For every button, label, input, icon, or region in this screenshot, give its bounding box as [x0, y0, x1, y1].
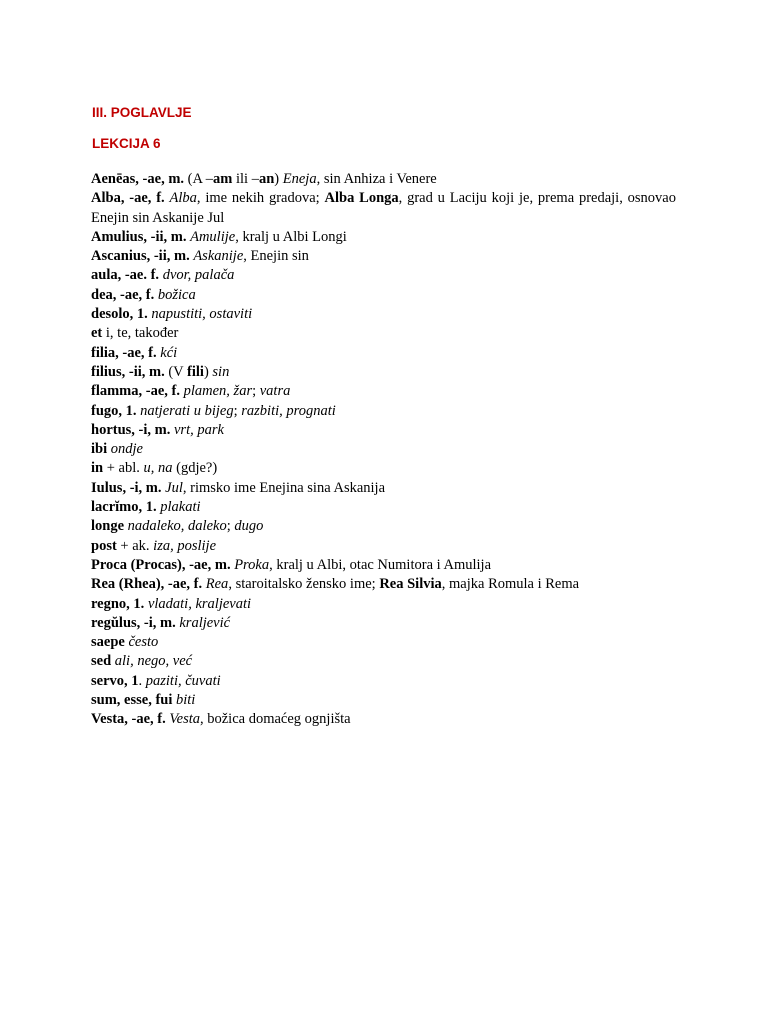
entry-text: ) [274, 171, 283, 187]
vocab-entry [91, 672, 676, 691]
vocab-entry [91, 556, 676, 575]
entry-text: ; [233, 402, 242, 419]
vocab-entry [91, 228, 676, 247]
headword: filius, -ii, m. [91, 363, 169, 380]
translation: često [128, 634, 159, 651]
headword: flamma, -ae, f. [91, 383, 184, 400]
translation: biti [176, 692, 196, 709]
translation: dugo [234, 518, 264, 535]
entry-text: ; [226, 518, 235, 535]
vocab-entry [91, 595, 676, 614]
translation: u, na [143, 460, 173, 477]
headword: Amulius, -ii, m. [91, 228, 191, 245]
headword: post [91, 537, 121, 554]
vocab-entry [91, 691, 676, 710]
lesson-heading: LEKCIJA 6 [92, 136, 161, 151]
translation: vladati, kraljevati [147, 595, 252, 612]
entry-text: ; [252, 383, 260, 400]
headword: sum, esse, fui [91, 692, 176, 709]
translation: natjerati u bijeg [140, 402, 234, 419]
vocab-entry [91, 517, 676, 536]
vocab-entry [91, 324, 676, 343]
translation: iza, poslije [153, 537, 217, 554]
entry-text: . [138, 672, 146, 689]
vocabulary-list [91, 170, 680, 730]
entry-text: (V [168, 363, 188, 380]
vocab-entry [91, 459, 676, 478]
vocab-entry [91, 479, 676, 498]
headword: sed [91, 653, 115, 670]
translation: razbiti, prognati [241, 402, 336, 419]
entry-text: i, te, također [105, 325, 179, 342]
translation: dvor, palača [162, 267, 235, 284]
headword: et [91, 325, 106, 342]
entry-text: , kralj u Albi Longi [235, 228, 347, 245]
translation: Amulije [190, 228, 236, 245]
headword: desolo, 1. [91, 306, 152, 323]
headword: Rea Silvia [379, 576, 442, 593]
headword: longe [91, 518, 128, 535]
translation: paziti, čuvati [145, 672, 221, 689]
translation: vatra [259, 383, 291, 400]
entry-text: , ime nekih gradova; [196, 190, 325, 207]
translation: božica [157, 286, 196, 303]
headword: servo, 1 [91, 672, 139, 689]
headword: Proca (Procas), -ae, m. [91, 556, 235, 573]
headword: lacrĭmo, 1. [91, 499, 161, 516]
headword: aula, -ae. f. [91, 267, 163, 284]
translation: Eneja [282, 171, 317, 187]
entry-text: (gdje?) [172, 460, 218, 477]
entry-text: , staroitalsko žensko ime; [228, 576, 380, 593]
entry-text: , sin Anhiza i Venere [316, 171, 437, 187]
vocab-entry [91, 266, 676, 285]
translation: plamen, žar [183, 383, 253, 400]
headword: in [91, 460, 107, 477]
vocab-entry [91, 170, 676, 189]
entry-text: , Enejin sin [243, 248, 309, 265]
translation: Jul [165, 479, 183, 496]
headword: Aenēas, -ae, m. [91, 171, 188, 187]
translation: Vesta [169, 711, 200, 728]
headword: an [258, 171, 275, 187]
vocab-entry [91, 440, 676, 459]
headword: Ascanius, -ii, m. [91, 248, 194, 265]
vocab-entry [91, 537, 676, 556]
headword: hortus, -i, m. [91, 421, 174, 438]
vocab-entry [91, 421, 676, 440]
translation: Alba [169, 190, 197, 207]
translation: ali, nego, već [114, 653, 193, 670]
translation: plakati [160, 499, 201, 516]
vocab-entry [91, 286, 676, 305]
translation: kraljević [179, 614, 231, 631]
headword: ibi [91, 441, 111, 458]
translation: napustiti, ostaviti [151, 306, 253, 323]
entry-text: ) [203, 363, 213, 380]
vocab-entry [91, 305, 676, 324]
vocab-entry [91, 498, 676, 517]
headword: saepe [91, 634, 129, 651]
vocab-entry [91, 710, 676, 729]
entry-text: + abl. [106, 460, 144, 477]
headword: regno, 1. [91, 595, 148, 612]
vocab-entry [91, 633, 676, 652]
headword: regŭlus, -i, m. [91, 614, 180, 631]
vocab-entry [91, 344, 676, 363]
vocab-entry [91, 575, 676, 594]
headword: fili [187, 363, 204, 380]
vocab-entry [91, 382, 676, 401]
headword: Alba, -ae, f. [91, 190, 170, 207]
headword: Alba Longa [324, 190, 399, 207]
translation: nadaleko, daleko [127, 518, 227, 535]
headword: dea, -ae, f. [91, 286, 158, 303]
entry-text: ili – [232, 171, 259, 187]
headword: filia, -ae, f. [91, 344, 161, 361]
entry-text: , grad u Laciju koji je, prema predaji, osnovao Enejin sin Askanije Jul [91, 190, 680, 226]
chapter-heading: III. POGLAVLJE [92, 105, 192, 120]
headword: Vesta, -ae, f. [91, 711, 170, 728]
entry-text: (A – [187, 171, 214, 187]
headword: am [213, 171, 233, 187]
headword: Iulus, -i, m. [91, 479, 166, 496]
translation: vrt, park [173, 421, 224, 438]
vocab-entry [91, 614, 676, 633]
entry-text: + ak. [120, 537, 154, 554]
translation: kći [160, 344, 178, 361]
translation: ondje [110, 441, 143, 458]
entry-text: , rimsko ime Enejina sina Askanija [182, 479, 386, 496]
entry-text: , majka Romula i Rema [441, 576, 580, 593]
entry-text: , božica domaćeg ognjišta [200, 711, 351, 728]
vocab-entry [91, 402, 676, 421]
translation: Rea [205, 576, 229, 593]
vocab-entry [91, 189, 680, 228]
vocab-entry [91, 363, 676, 382]
entry-text: , kralj u Albi, otac Numitora i Amulija [269, 556, 492, 573]
headword: fugo, 1. [91, 402, 141, 419]
translation: sin [212, 363, 230, 380]
translation: Askanije [193, 248, 244, 265]
headword: Rea (Rhea), -ae, f. [91, 576, 206, 593]
translation: Proka [234, 556, 270, 573]
vocab-entry [91, 247, 676, 266]
vocab-entry [91, 652, 676, 671]
